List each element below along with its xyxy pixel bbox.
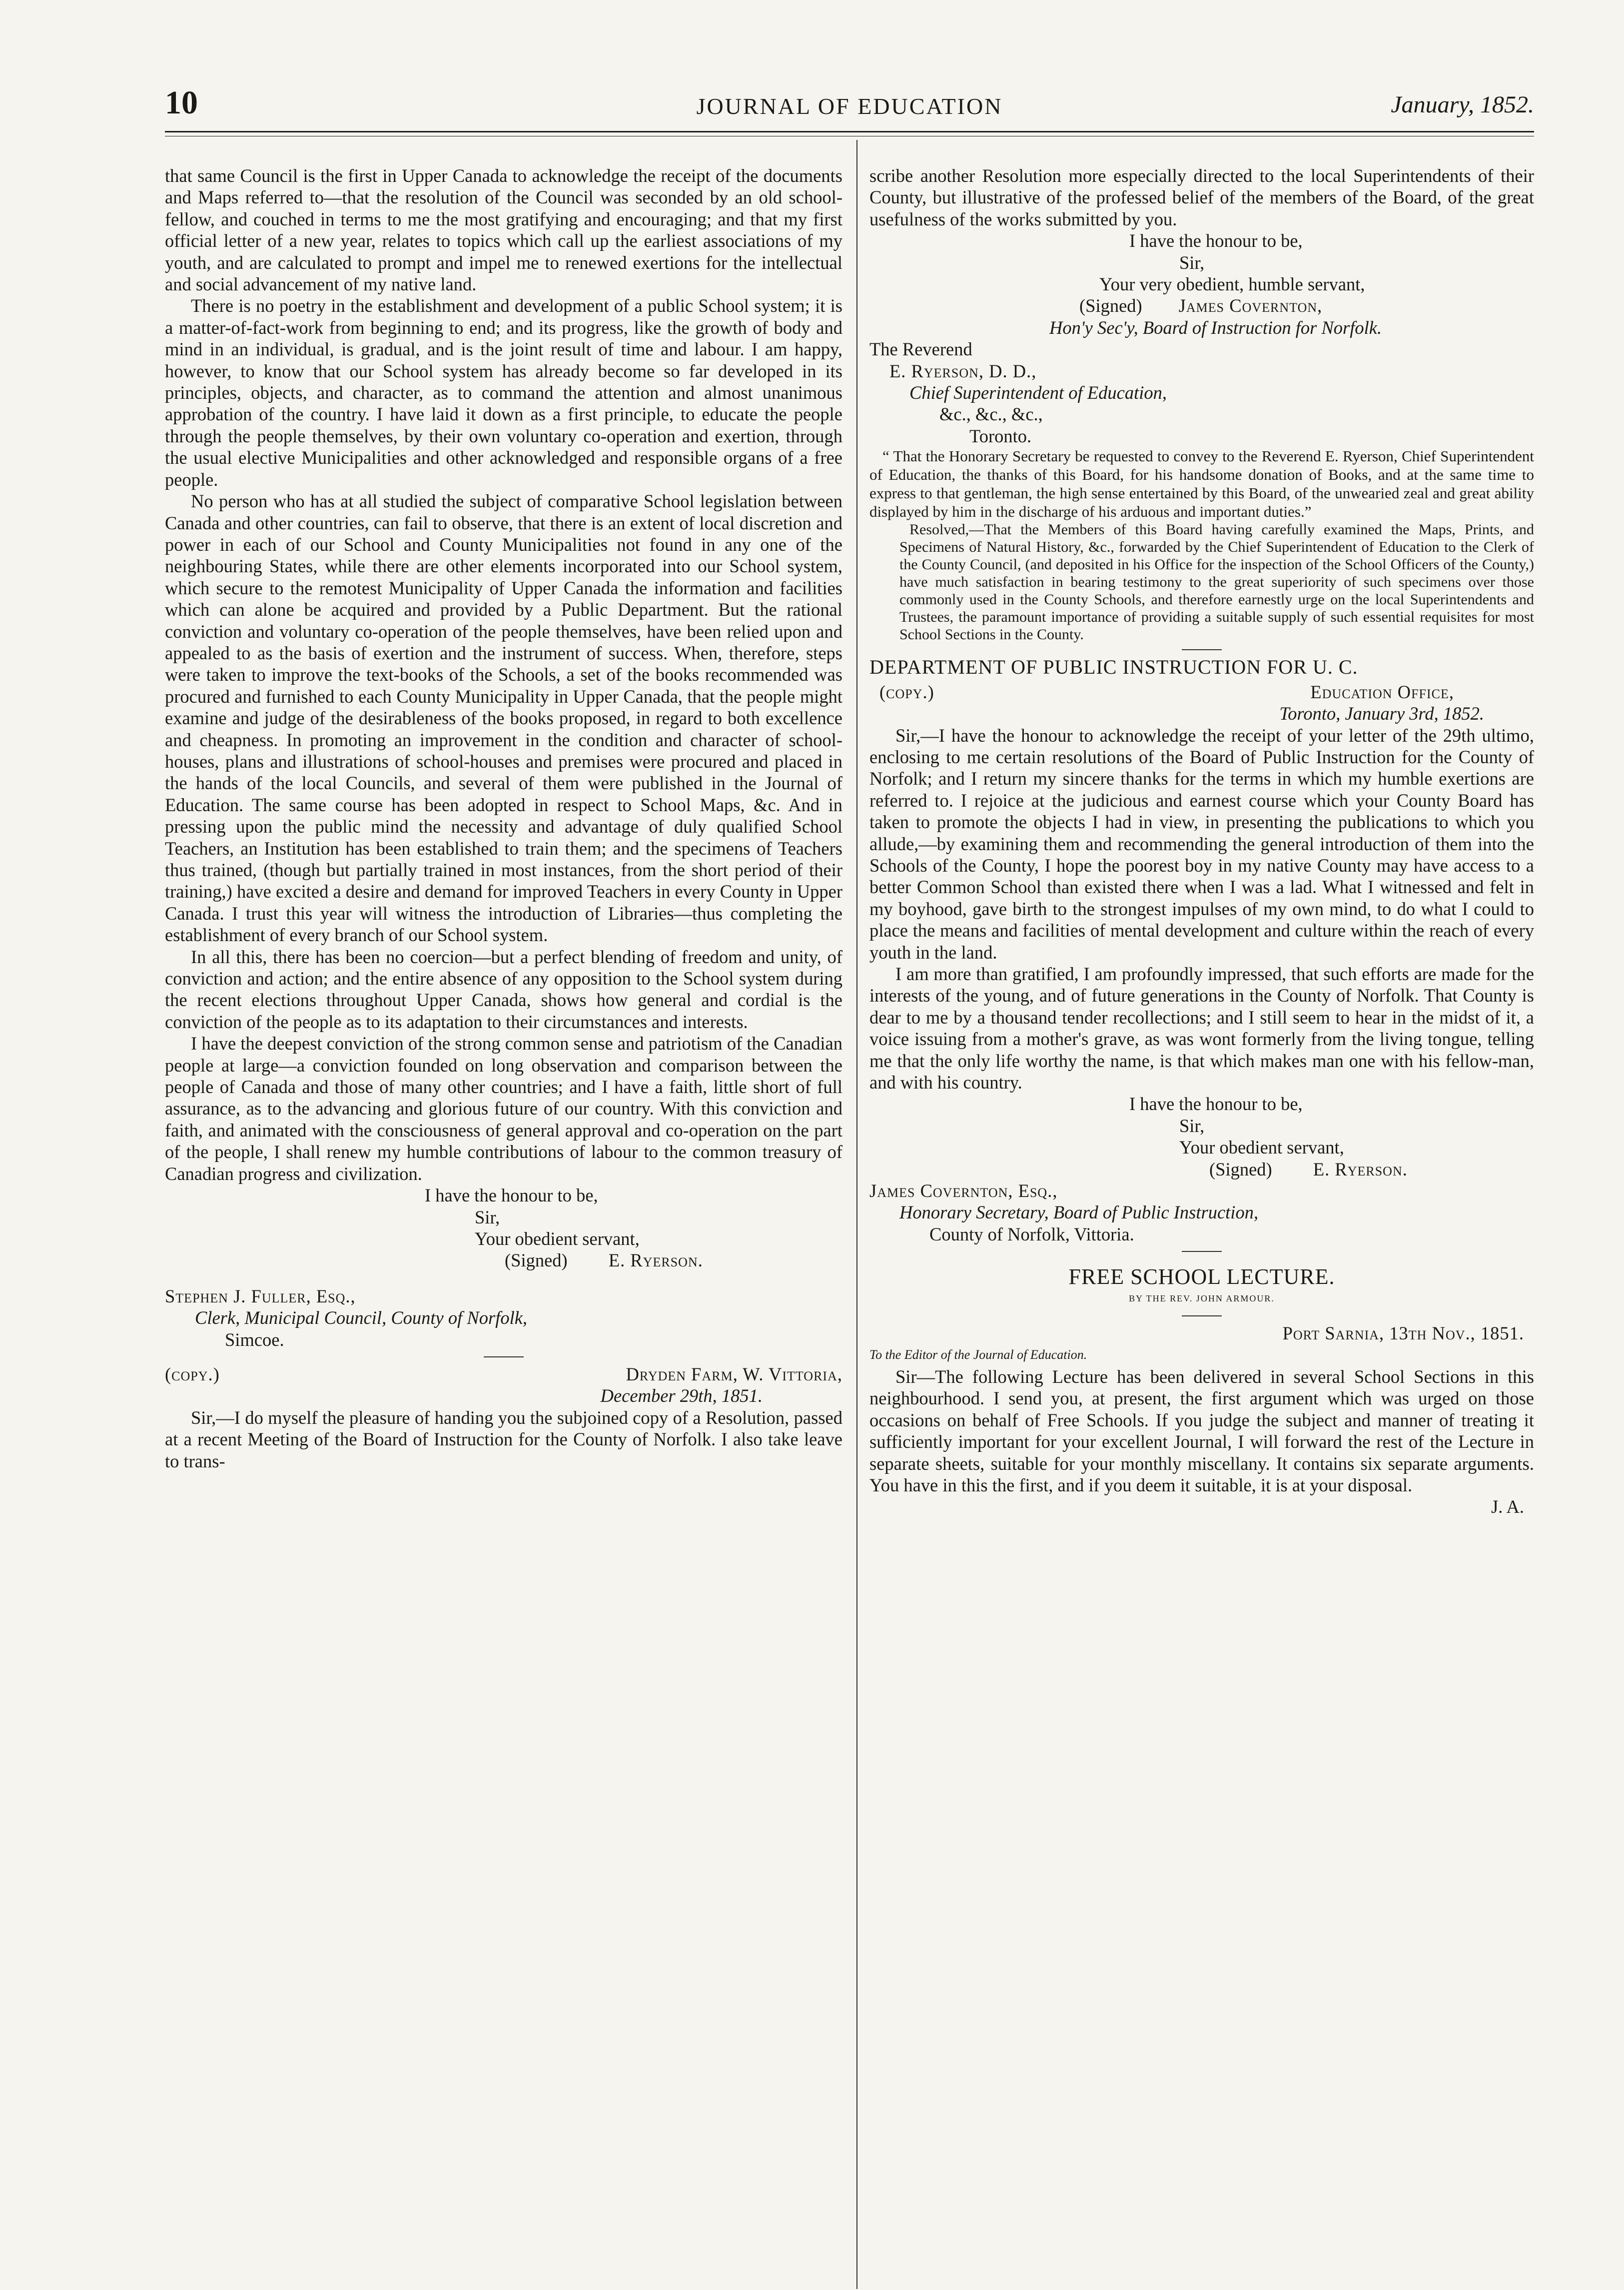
right-column xyxy=(869,165,1534,1518)
addressee-line: The Reverend xyxy=(869,339,972,360)
closing-line: I have the honour to be, xyxy=(1129,1094,1303,1115)
paragraph: Sir—The following Lecture has been delivered in several School Sections in this neighbourhood. I send you, at present, the first argument which was urged on those occasions on behalf of Free Schools. If you judge the subject and manner of treating it sufficiently important for your excellent Journal, I will forward the rest of the Lecture in separate sheets, suitable for your monthly miscellany. It contains six separate arguments. You have in this the first, and if you deem it suitable, it is at your disposal. xyxy=(869,1366,1534,1495)
copy-label: (copy.) xyxy=(879,681,934,702)
author-initials: J. A. xyxy=(1491,1496,1524,1517)
signed-label: (Signed) xyxy=(505,1250,568,1271)
letter-closing xyxy=(165,1184,842,1271)
signature-line xyxy=(869,1158,1534,1180)
separator xyxy=(1182,1315,1222,1316)
closing-line: Your very obedient, humble servant, xyxy=(1099,274,1365,295)
issue-date: January, 1852. xyxy=(1391,91,1534,118)
addressee-line: &c., &c., &c., xyxy=(939,404,1043,425)
resolved-text: Resolved,—That the Members of this Board having carefully examined the Maps, Prints, and Specimens of Natural History, &c., forwarded by the Chief Superintendent of Education to the Clerk of the County Council, (and deposited in his Office for the inspection of the School Officers of the County,) have much satisfaction in bearing testimony to the great superiority of such specimens over those commonly used in the County Schools, and therefore earnestly urge on the local Superintendents and Trustees, the paramount importance of providing a suitable supply of such essential requisites for most School Sections in the County. xyxy=(899,521,1534,643)
separator xyxy=(484,1356,524,1357)
closing-salutation: Sir, xyxy=(475,1206,500,1227)
signed-label: (Signed) xyxy=(1209,1158,1272,1179)
page-number: 10 xyxy=(165,84,198,121)
addressee-name: James Covernton, Esq., xyxy=(869,1180,1058,1201)
paragraph: Sir,—I do myself the pleasure of handing you the subjoined copy of a Resolution, passed at a recent Meeting of the Board of Instruction for the County of Norfolk. I also take leave to trans- xyxy=(165,1407,842,1471)
addressee-place: Simcoe. xyxy=(225,1329,284,1350)
addressee-title: Clerk, Municipal Council, County of Norfolk, xyxy=(195,1307,528,1328)
paragraph: I have the deepest conviction of the strong common sense and patriotism of the Canadian people at large—a conviction founded on long observation and comparison between the people of Canada and those of many other countries; and I have a faith, little short of full assurance, as to the advancing and glorious future of our country. With this conviction and faith, and animated with the consciousness of general approval and co-operation on the part of the people, I shall renew my humble contributions of labour to the common treasury of Canadian progress and civilization. xyxy=(165,1033,842,1184)
running-head xyxy=(165,84,1534,124)
separator xyxy=(1182,1251,1222,1252)
letter-heading-row xyxy=(165,1363,842,1385)
column-divider xyxy=(856,140,857,2289)
separator xyxy=(1182,649,1222,650)
addressee-name: E. Ryerson, D. D., xyxy=(889,360,1037,381)
paragraph: There is no poetry in the establishment and development of a public School system; it is a matter-of-fact-work from beginning to end; and its progress, like the growth of body and mind in an individual, is gradual, and is the joint result of time and labour. I am happy, however, to know that our School system has already become so far developed in its principles, objects, and character, as to command the attention and almost unanimous approbation of the country. I have laid it down as a first principle, to educate the people through the people themselves, by their own voluntary co-operation and exertion, through the usual elective Municipalities and other acknowledged and responsible organs of a free people. xyxy=(165,295,842,490)
paragraph: scribe another Resolution more especially directed to the local Superintendents of their County, but illustrative of the professed belief of the members of the Board, of the great usefulness of the works submitted by you. xyxy=(869,165,1534,229)
signature-line xyxy=(869,295,1534,316)
signer-name: E. Ryerson. xyxy=(1313,1158,1408,1179)
copy-label: (copy.) xyxy=(165,1363,220,1384)
signer-name: James Covernton, xyxy=(1178,295,1323,316)
closing-line: I have the honour to be, xyxy=(425,1185,598,1206)
closing-line: I have the honour to be, xyxy=(1129,230,1303,251)
addressee-block xyxy=(869,338,1534,447)
letter-heading-row xyxy=(869,681,1534,703)
addressee-title: Honorary Secretary, Board of Public Instruction, xyxy=(899,1202,1259,1223)
addressee-name: Stephen J. Fuller, Esq., xyxy=(165,1285,356,1306)
closing-line: Your obedient servant, xyxy=(475,1228,640,1249)
letter-heading xyxy=(165,1363,842,1407)
quoted-resolution: “ That the Honorary Secretary be requested to convey to the Reverend E. Ryerson, Chief Superintendent of Education, the thanks of this Board, for his handsome donation of Books, and at the same time to express to that gentleman, the high sense entertained by this Board, of the unwearied zeal and great ability displayed by him in the discharge of his arduous and important duties.” xyxy=(869,447,1534,521)
lecture-dateline: Port Sarnia, 13th Nov., 1851. xyxy=(1282,1323,1524,1344)
left-column xyxy=(165,165,842,1472)
paragraph: In all this, there has been no coercion—but a perfect blending of freedom and unity, of conviction and action; and the entire absence of any opposition to the School system during the recent elections throughout Upper Canada, shows how general and cordial is the conviction of the people as to its adaptation to their circumstances and interests. xyxy=(165,946,842,1032)
lecture-byline: BY THE REV. JOHN ARMOUR. xyxy=(1129,1293,1275,1303)
letter-date: Toronto, January 3rd, 1852. xyxy=(1279,703,1484,724)
addressee-place: County of Norfolk, Vittoria. xyxy=(929,1223,1134,1244)
letter-place: Dryden Farm, W. Vittoria, xyxy=(626,1363,842,1384)
header-rule xyxy=(165,131,1534,132)
addressee-block xyxy=(869,1180,1534,1245)
paragraph: No person who has at all studied the subject of comparative School legislation between Canada and other countries, can fail to observe, that there is an extent of local discretion and power in each of our School and County Municipalities not found in any one of the neighbouring States, while there are other elements incorporated into our School system, which secure to the remotest Municipality of Upper Canada the information and facilities which can alone be acquired and provided by a Public Department. But the rational conviction and voluntary co-operation of the people themselves, have been relied upon and appealed to as the basis of exertion and the instrument of success. When, therefore, steps were taken to improve the text-books of the Schools, a set of the books recommended was procured and furnished to each County Municipality in Upper Canada, that the people might examine and judge of the desirableness of the books proposed, in regard to both excellence and cheapness. In promoting an improvement in the condition and character of school-houses, plans and illustrations of school-houses and premises were procured and placed in the hands of the local Councils, and several of them were published in the Journal of Education. The same course has been adopted in respect to School Maps, &c. And in pressing upon the public mind the necessity and advantage of duly qualified School Teachers, an Institution has been established to train them; and the specimens of Teachers thus trained, (though but partially trained in most instances, from the short period of their training,) have excited a desire and demand for improved Teachers in every County in Upper Canada. I trust this year will witness the introduction of Libraries—thus completing the establishment of every branch of our School system. xyxy=(165,491,842,946)
paragraph: that same Council is the first in Upper Canada to acknowledge the receipt of the documents and Maps referred to—that the resolution of the Council was seconded by an old school-fellow, and couched in terms to me the most gratifying and encouraging; and that my first official letter of a new year, relates to topics which call up the earliest associations of my youth, and are calculated to prompt and impel me to renewed exertions for the intellectual and social advancement of my native land. xyxy=(165,165,842,295)
letter-closing xyxy=(869,230,1534,338)
letter-date: December 29th, 1851. xyxy=(600,1385,763,1406)
signed-label: (Signed) xyxy=(1079,295,1142,316)
closing-salutation: Sir, xyxy=(1179,1115,1205,1136)
signer-title: Hon'y Sec'y, Board of Instruction for Norfolk. xyxy=(1049,317,1382,338)
signature-line xyxy=(165,1249,842,1271)
signer-name: E. Ryerson. xyxy=(608,1250,703,1271)
paragraph: I am more than gratified, I am profoundly impressed, that such efforts are made for the interests of the young, and of future generations in the County of Norfolk. That County is dear to me by a thousand tender recollections; and I still seem to hear in the midst of it, a voice issuing from a mother's grave, as was wont formerly from the living tongue, telling me that the only life worthy the name, is that which makes man one with his fellow-man, and with his country. xyxy=(869,963,1534,1093)
addressee-title: Chief Superintendent of Education, xyxy=(909,382,1167,403)
journal-title: JOURNAL OF EDUCATION xyxy=(696,93,1003,119)
letter-office: Education Office, xyxy=(1310,681,1454,702)
addressee-block xyxy=(165,1285,842,1350)
lecture-title: FREE SCHOOL LECTURE. xyxy=(1068,1264,1335,1289)
letter-closing xyxy=(869,1093,1534,1180)
closing-salutation: Sir, xyxy=(1179,252,1205,273)
paragraph: Sir,—I have the honour to acknowledge the receipt of your letter of the 29th ultimo, enclosing to me certain resolutions of the Board of Public Instruction for the County of Norfolk; and I return my sincere thanks for the terms in which my humble exertions are referred to. I rejoice at the judicious and earnest course which your County Board has taken to promote the objects I had in view, in presenting the publications to which you allude,—by examining them and recommending the general introduction of them into the Schools of the County, I hope the poorest boy in my native County may have access to a better Common School than existed there when I was a lad. What I witnessed and felt in my boyhood, gave birth to the strongest impulses of my own mind, to do what I could to place the means and facilities of mental development and culture within the reach of every youth in the land. xyxy=(869,725,1534,963)
to-editor-line: To the Editor of the Journal of Education. xyxy=(869,1347,1087,1362)
closing-line: Your obedient servant, xyxy=(1179,1137,1344,1158)
section-heading: DEPARTMENT OF PUBLIC INSTRUCTION FOR U. C. xyxy=(869,656,1358,679)
addressee-place: Toronto. xyxy=(969,425,1032,446)
